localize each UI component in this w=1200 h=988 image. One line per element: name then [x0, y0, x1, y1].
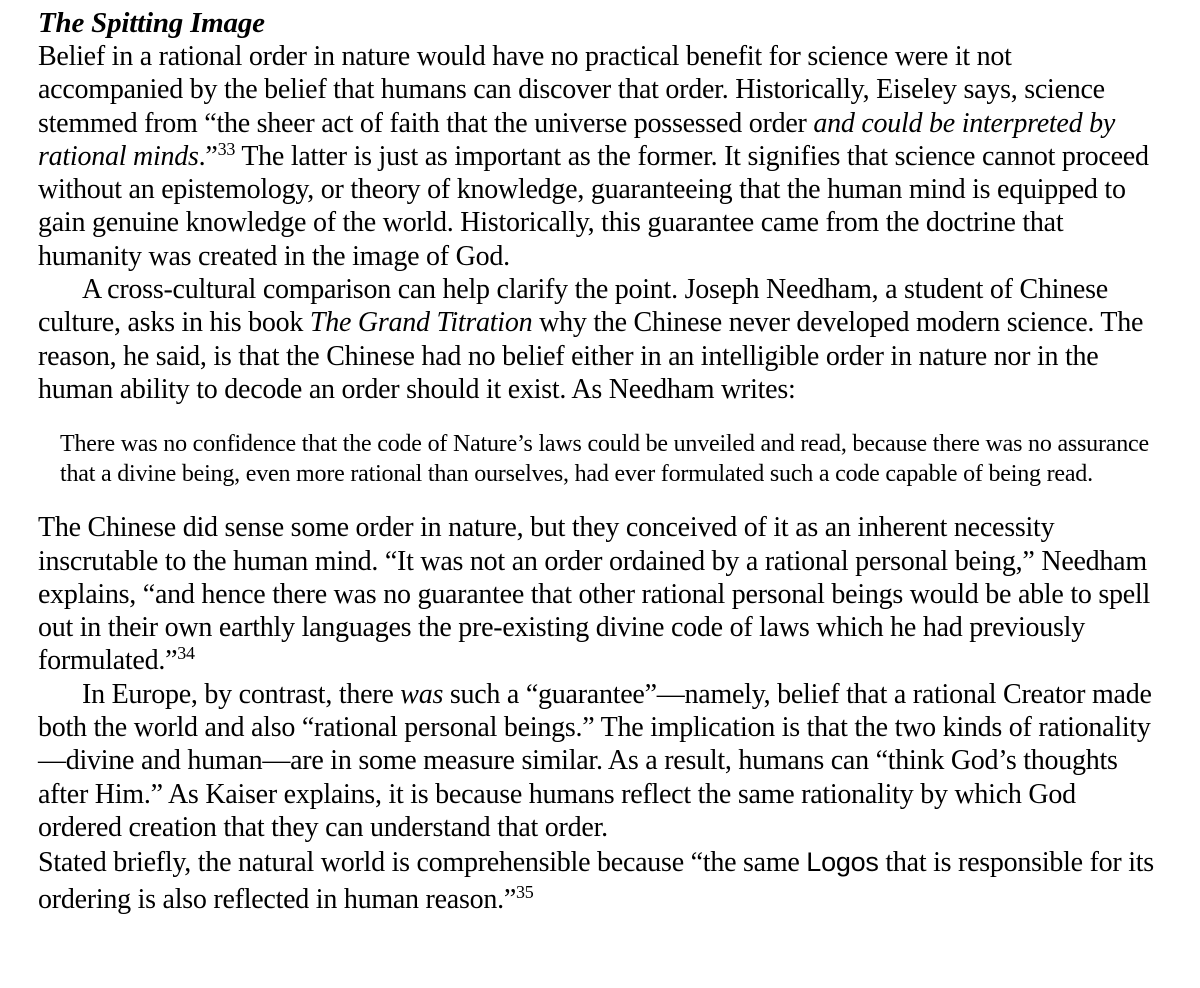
- paragraph-3-text: The Chinese did sense some order in nature, but they conceived of it as an inherent necessity inscrutable to the human mind. “It was not an order ordained by a rational personal being,” Needham explains, “and hence there was no guarantee that other rational personal beings would be able to spell out in their own earthly languages the pre-existing divine code of laws which he had previously formulated.”: [38, 512, 1150, 677]
- paragraph-2-text-a: A cross-cultural comparison can help clarify the point. Joseph Needham, a student of Chinese culture, asks in his book: [38, 274, 1108, 339]
- paragraph-1-emphasis: and could be interpreted by rational minds: [38, 107, 1116, 172]
- paragraph-4-text-d: that is responsible for its ordering is also reflected in human reason.”: [38, 847, 1154, 916]
- footnote-ref-35: 35: [516, 882, 534, 903]
- paragraph-4: [38, 678, 1160, 844]
- paragraph-4-continuation: [38, 844, 1160, 918]
- paragraph-1-text-c: The latter is just as important as the former. It signifies that science cannot proceed without an epistemology, or theory of knowledge, guaranteeing that the human mind is equipped to gain genuine knowledge of the world. Historically, this guarantee came from the doctrine that humanity was created in the image of God.: [38, 140, 1149, 272]
- footnote-ref-33: 33: [217, 139, 236, 159]
- section-title: The Spitting Image: [38, 7, 265, 39]
- block-quote: There was no confidence that the code of Nature’s laws could be unveiled and read, because there was no assurance that a divine being, even more rational than ourselves, had ever formulated such a code capable of being read.: [60, 431, 1149, 487]
- footnote-ref-34: 34: [177, 643, 195, 664]
- logos-term: Logos: [806, 847, 879, 878]
- paragraph-2-text-b: why the Chinese never developed modern science. The reason, he said, is that the Chinese had no belief either in an intelligible order in nature nor in the human ability to decode an order should it exist. As Needham writes:: [38, 307, 1144, 405]
- paragraph-4-text-a: In Europe, by contrast, there: [82, 678, 401, 710]
- paragraph-3: [38, 511, 1160, 677]
- paragraph-4-text-c: Stated briefly, the natural world is comprehensible because “the same: [38, 847, 807, 879]
- paragraph-1: [38, 40, 1160, 273]
- paragraph-4-text-b: such a “guarantee”—namely, belief that a rational Creator made both the world and also “rational personal beings.” The implication is that the two kinds of rationality—divine and human—are in some measure similar. As a result, humans can “think God’s thoughts after Him.” As Kaiser explains, it is because humans reflect the same rationality by which God ordered creation that they can understand that order.: [38, 678, 1152, 843]
- paragraph-4-emphasis: was: [400, 678, 444, 710]
- book-title-emphasis: The Grand Titration: [309, 307, 533, 339]
- paragraph-1-text-b: .”: [198, 140, 218, 172]
- paragraph-2: [38, 273, 1160, 406]
- paragraph-1-text-a: Belief in a rational order in nature would have no practical benefit for science were it not accompanied by the belief that humans can discover that order. Historically, Eiseley says, science stemmed from “the sheer act of faith that the universe possessed order: [38, 41, 1105, 139]
